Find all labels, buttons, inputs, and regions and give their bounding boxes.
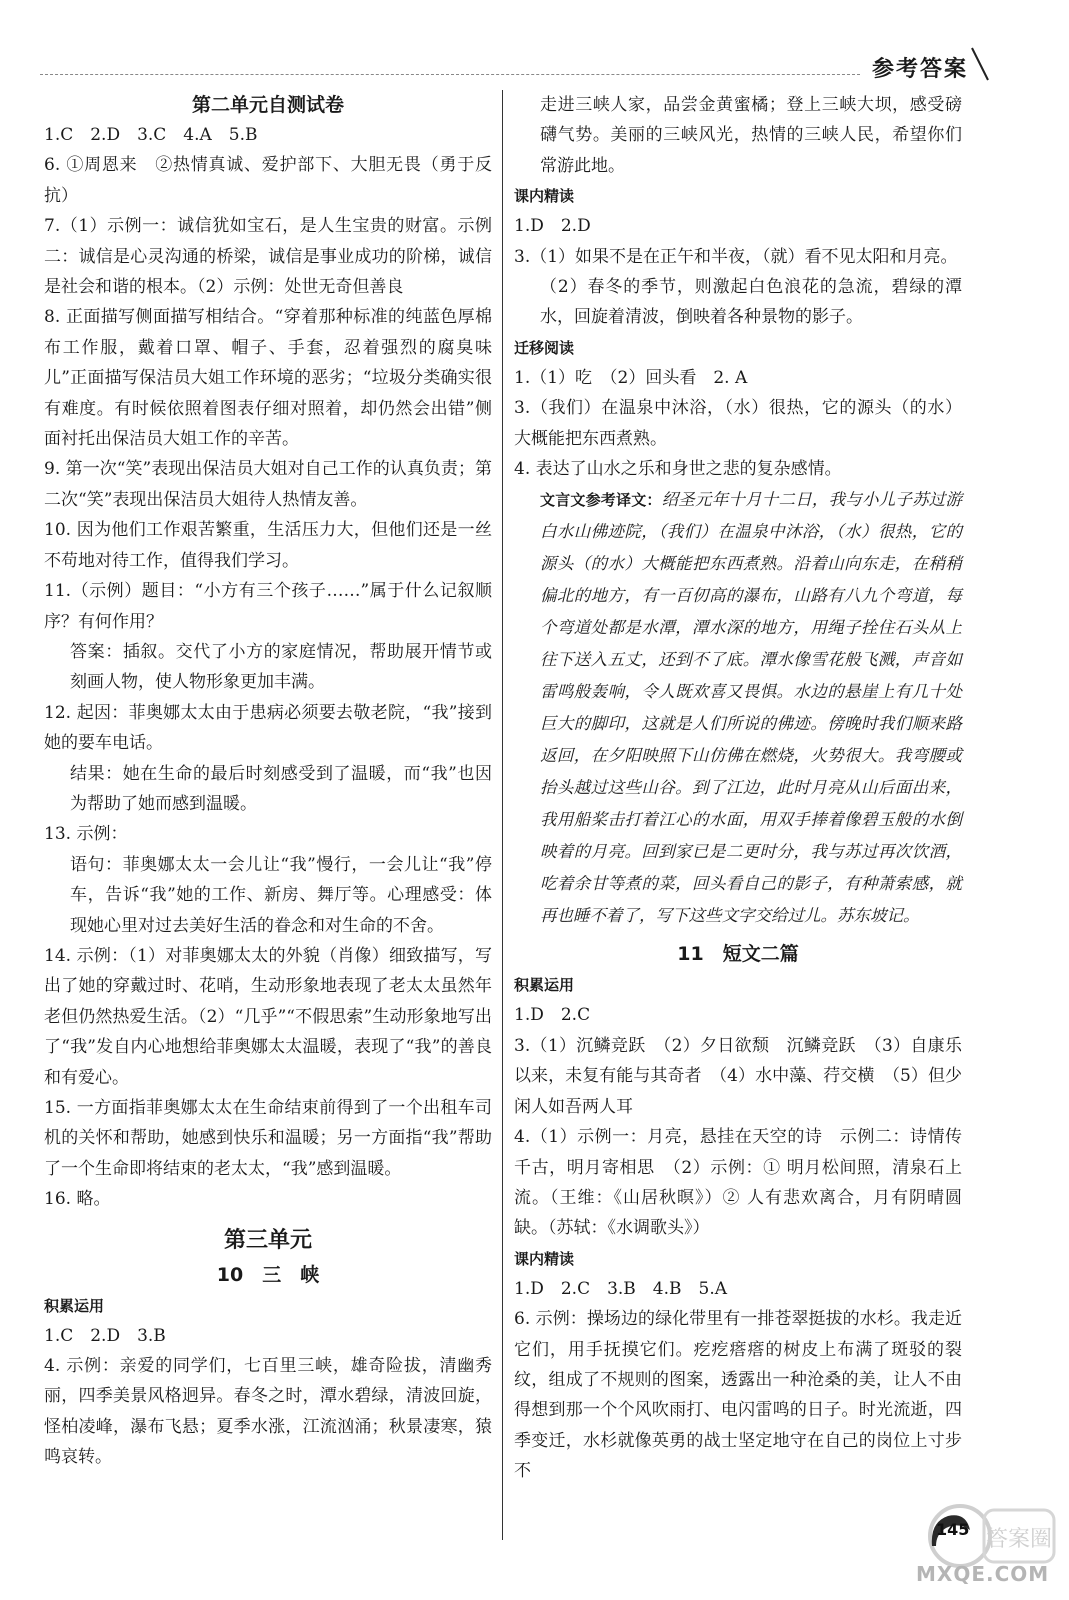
page-number: 145: [936, 1520, 970, 1539]
answer-line: 10. 因为他们工作艰苦繁重，生活压力大，但他们还是一丝不苟地对待工作，值得我们学习。: [44, 520, 492, 571]
section-label-kenei: 课内精读: [514, 187, 575, 206]
answer-line: 6. ①周恩来 ②热情真诚、爱护部下、大胆无畏（勇于反抗）: [44, 155, 492, 206]
answer-line: 13. 示例：: [44, 824, 128, 845]
unit2-test-title: 第二单元自测试卷: [191, 94, 344, 116]
section-label-kenei-2: 课内精读: [514, 1249, 575, 1268]
running-header-title: 参考答案: [872, 57, 969, 82]
answer-line: 1.D 2.C 3.B 4.B 5.A: [514, 1278, 727, 1299]
answer-line: 4. 表达了山水之乐和身世之悲的复杂感情。: [514, 459, 842, 480]
answer-line: 4. 示例：亲爱的同学们，七百里三峡，雄奇险拔，清幽秀丽，四季美景风格迥异。春冬之时，潭水碧绿，清波回旋，怪柏凌峰，瀑布飞悬；夏季水涨，江流汹涌；秋景凄寒，猿鸣哀转。: [44, 1356, 492, 1468]
answer-line: 1.C 2.D 3.C 4.A 5.B: [44, 125, 258, 145]
unit3-title: 第三单元: [223, 1227, 312, 1253]
watermark-site-text: MXQE.COM: [916, 1562, 1050, 1586]
answer-line: 1.D 2.D: [514, 216, 591, 237]
section-label-jilei-2: 积累运用: [514, 976, 575, 995]
answer-line: 15. 一方面指菲奥娜太太在生命结束前得到了一个出租车司机的关怀和帮助，她感到快乐和温暖；另一方面指“我”帮助了一个生命即将结束的老太太，“我”感到温暖。: [44, 1098, 492, 1179]
answer-line: 1.D 2.C: [514, 1005, 591, 1026]
answer-line: 3.（1）沉鳞竞跃 （2）夕日欲颓 沉鳞竞跃 （3）自康乐以来，未复有能与其奇者 （4）水中藻、荇交横 （5）但少闲人如吾两人耳: [514, 1035, 962, 1117]
answer-line: 16. 略。: [44, 1189, 111, 1210]
answer-line: 4.（1）示例一：月亮，悬挂在天空的诗 示例二：诗情传千古，明月寄相思 （2）示例：① 明月松间照，清泉石上流。（王维：《山居秋暝》）② 人有悲欢离合，月有阴晴圆缺。（苏轼：《水调歌头》）: [514, 1127, 962, 1239]
column-divider: [502, 90, 503, 1540]
answer-line: 14. 示例：（1）对菲奥娜太太的外貌（肖像）细致描写，写出了她的穿戴过时、花哨，生动形象地表现了老太太虽然年老但仍然热爱生活。（2）“几乎”“不假思索”生动形象地写出了“我”发自内心地想给菲奥娜太太温暖，表现了“我”的善良和有爱心。: [44, 945, 492, 1088]
left-column: [44, 90, 492, 1473]
answer-line: 7.（1）示例一：诚信犹如宝石，是人生宝贵的财富。示例二：诚信是心灵沟通的桥梁，诚信是事业成功的阶梯，诚信是社会和谐的根本。（2）示例：处世无奇但善良: [44, 216, 492, 298]
answer-line: 语句：菲奥娜太太一会儿让“我”慢行，一会儿让“我”停车，告诉“我”她的工作、新房、舞厅等。心理感受：体现她心里对过去美好生活的眷念和对生命的不舍。: [70, 854, 492, 936]
translation-text: 绍圣元年十月十二日，我与小儿子苏过游白水山佛迹院，（我们）在温泉中沐浴，（水）很热，它的源头（的水）大概能把东西煮熟。沿着山向东走，在稍稍偏北的地方，有一百仞高的瀑布，山路有八九个弯道，每个弯道处都是水潭，潭水深的地方，用绳子拴住石头从上往下送入五丈，还到不了底。潭水像雪花般飞溅，声音如雷鸣般轰响，令人既欢喜又畏惧。水边的悬崖上有几十处巨大的脚印，这就是人们所说的佛迹。傍晚时我们顺来路返回，在夕阳映照下山仿佛在燃烧，火势很大。我弯腰或抬头越过这些山谷。到了江边，此时月亮从山后面出来，我用船桨击打着江心的水面，用双手捧着像碧玉般的水倒映着的月亮。回到家已是二更时分，我与苏过再次饮酒，吃着余甘等煮的菜，回头看自己的影子，有种萧索感，就再也睡不着了，写下这些文字交给过儿。苏东坡记。: [540, 490, 962, 926]
answer-line: 1.C 2.D 3.B: [44, 1325, 166, 1346]
lesson10-title: 10 三 峡: [216, 1263, 320, 1286]
answer-line: 9. 第一次“笑”表现出保洁员大姐对自己工作的认真负责；第二次“笑”表现出保洁员大姐待人热情友善。: [44, 459, 492, 510]
translation-label: 文言文参考译文：: [540, 491, 662, 510]
header-rule: [40, 74, 860, 75]
section-label-jilei: 积累运用: [44, 1296, 105, 1315]
answer-line: 结果：她在生命的最后时刻感受到了温暖，而“我”也因为帮助了她而感到温暖。: [70, 763, 492, 814]
section-label-qianyi: 迁移阅读: [514, 338, 575, 357]
answer-line: 3.（我们）在温泉中沐浴，（水）很热，它的源头（的水）大概能把东西煮熟。: [514, 398, 962, 449]
answer-line: 6. 示例：操场边的绿化带里有一排苍翠挺拔的水杉。我走近它们，用手抚摸它们。疙疙瘩瘩的树皮上布满了斑驳的裂纹，组成了不规则的图案，透露出一种沧桑的美，让人不由得想到那一个个风吹雨打、电闪雷鸣的日子。时光流逝，四季变迁，水杉就像英勇的战士坚定地守在自己的岗位上寸步不: [514, 1309, 962, 1482]
answer-line: 8. 正面描写侧面描写相结合。“穿着那种标准的纯蓝色厚棉布工作服，戴着口罩、帽子、手套，忍着强烈的腐臭味儿”正面描写保洁员大姐工作环境的恶劣；“垃圾分类确实很有难度。有时候依照着图表仔细对照着，却仍然会出错”侧面衬托出保洁员大姐工作的辛苦。: [44, 307, 492, 450]
header-slash-ornament: [968, 44, 992, 84]
classical-translation: [514, 484, 962, 932]
answer-line: （2）春冬的季节，则激起白色浪花的急流，碧绿的潭水，回旋着清波，倒映着各种景物的影子。: [540, 277, 962, 328]
lesson11-title: 11 短文二篇: [677, 943, 799, 966]
answer-line: 1.（1）吃 （2）回头看 2. A: [514, 367, 748, 388]
answer-line: 3.（1）如果不是在正午和半夜，（就）看不见太阳和月亮。: [514, 246, 958, 267]
answer-line: 答案：插叙。交代了小方的家庭情况，帮助展开情节或刻画人物，使人物形象更加丰满。: [70, 641, 492, 693]
answer-line: 11.（示例）题目：“小方有三个孩子……”属于什么记叙顺序？有何作用？: [44, 581, 492, 632]
continued-text: 走进三峡人家，品尝金黄蜜橘；登上三峡大坝，感受磅礴气势。美丽的三峡风光，热情的三峡人民，希望你们常游此地。: [540, 95, 962, 176]
right-column: [514, 90, 962, 1487]
unit2-answers: [44, 120, 492, 1215]
answer-line: 12. 起因：菲奥娜太太由于患病必须要去敬老院，“我”接到她的要车电话。: [44, 702, 492, 754]
watermark-logo-text: 答案圈: [985, 1527, 1053, 1552]
